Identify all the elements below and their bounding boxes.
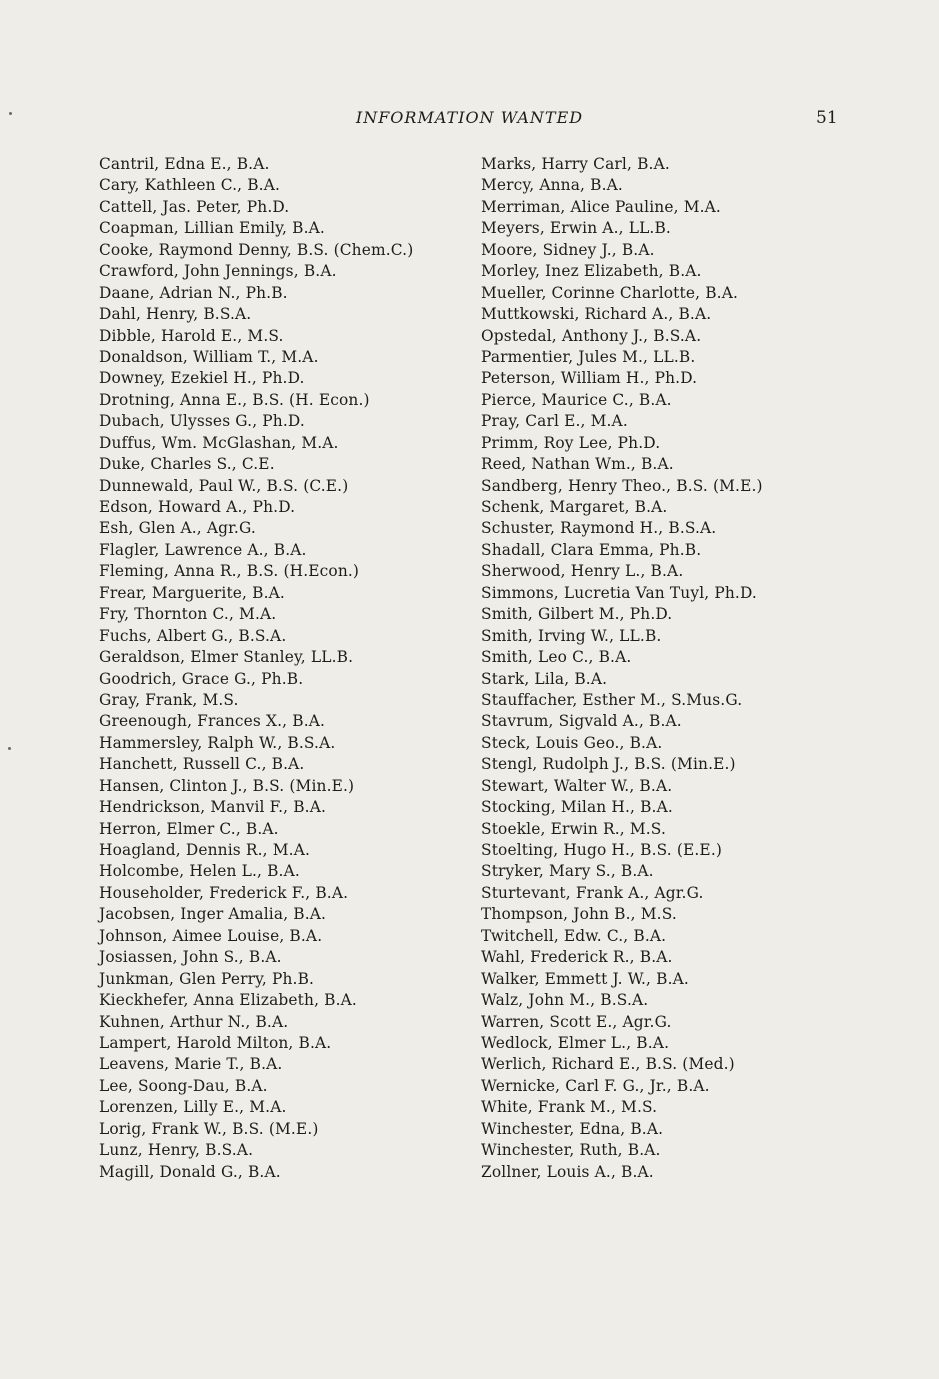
name-entry: Geraldson, Elmer Stanley, LL.B. (99, 648, 354, 667)
name-entry: Thompson, John B., M.S. (481, 905, 677, 924)
scan-speck (9, 112, 12, 115)
name-entry: Smith, Gilbert M., Ph.D. (481, 605, 673, 624)
name-entry: Dahl, Henry, B.S.A. (99, 305, 252, 324)
name-entry: Lee, Soong-Dau, B.A. (99, 1076, 268, 1095)
name-entry: Fuchs, Albert G., B.S.A. (99, 626, 287, 645)
name-entry: Cooke, Raymond Denny, B.S. (Chem.C.) (99, 240, 414, 259)
name-entry: Merriman, Alice Pauline, M.A. (481, 197, 721, 216)
name-entry: Primm, Roy Lee, Ph.D. (481, 433, 661, 452)
name-entry: Junkman, Glen Perry, Ph.B. (99, 969, 315, 988)
name-entry: Duke, Charles S., C.E. (99, 455, 275, 474)
name-entry: Kieckhefer, Anna Elizabeth, B.A. (99, 991, 357, 1010)
name-entry: Cantril, Edna E., B.A. (99, 155, 270, 173)
name-entry: Smith, Irving W., LL.B. (481, 626, 662, 645)
name-entry: Goodrich, Grace G., Ph.B. (99, 669, 304, 688)
name-entry: Warren, Scott E., Agr.G. (481, 1012, 672, 1031)
name-entry: Kuhnen, Arthur N., B.A. (99, 1012, 289, 1031)
name-entry: Wahl, Frederick R., B.A. (481, 948, 673, 967)
name-entry: Twitchell, Edw. C., B.A. (481, 926, 667, 945)
name-entry: Zollner, Louis A., B.A. (481, 1162, 654, 1181)
name-entry: Walz, John M., B.S.A. (481, 991, 649, 1010)
name-entry: Hammersley, Ralph W., B.S.A. (99, 733, 336, 752)
page-number: 51 (816, 108, 838, 128)
name-entry: Hansen, Clinton J., B.S. (Min.E.) (99, 776, 355, 795)
name-entry: Mueller, Corinne Charlotte, B.A. (481, 283, 739, 302)
name-entry: Wedlock, Elmer L., B.A. (481, 1033, 670, 1052)
name-entry: Stewart, Walter W., B.A. (481, 776, 673, 795)
name-entry: Reed, Nathan Wm., B.A. (481, 455, 674, 474)
name-entry: Johnson, Aimee Louise, B.A. (99, 926, 323, 945)
name-entry: Lampert, Harold Milton, B.A. (99, 1033, 332, 1052)
name-entry: Crawford, John Jennings, B.A. (99, 262, 337, 281)
name-entry: Mercy, Anna, B.A. (481, 176, 623, 195)
name-entry: Peterson, William H., Ph.D. (481, 369, 698, 388)
name-entry: Downey, Ezekiel H., Ph.D. (99, 369, 305, 388)
name-entry: Pray, Carl E., M.A. (481, 412, 628, 431)
name-entry: Stauffacher, Esther M., S.Mus.G. (481, 690, 743, 709)
name-entry: Householder, Frederick F., B.A. (99, 883, 349, 902)
name-entry: Herron, Elmer C., B.A. (99, 819, 279, 838)
name-entry: Morley, Inez Elizabeth, B.A. (481, 262, 702, 281)
name-entry: Josiassen, John S., B.A. (99, 948, 282, 967)
name-entry: Lorig, Frank W., B.S. (M.E.) (99, 1119, 319, 1138)
name-entry: Stryker, Mary S., B.A. (481, 862, 654, 881)
name-entry: Sturtevant, Frank A., Agr.G. (481, 883, 704, 902)
name-entry: Stocking, Milan H., B.A. (481, 798, 673, 817)
name-entry: Stark, Lila, B.A. (481, 669, 608, 688)
name-entry: Wernicke, Carl F. G., Jr., B.A. (481, 1076, 710, 1095)
scan-speck (8, 747, 11, 750)
name-entry: Flagler, Lawrence A., B.A. (99, 540, 307, 559)
name-entry: Marks, Harry Carl, B.A. (481, 155, 670, 173)
name-entry: Edson, Howard A., Ph.D. (99, 498, 296, 516)
name-entry: Leavens, Marie T., B.A. (99, 1055, 283, 1074)
name-entry: Cary, Kathleen C., B.A. (99, 176, 281, 195)
name-entry: Coapman, Lillian Emily, B.A. (99, 219, 325, 238)
name-entry: Lunz, Henry, B.S.A. (99, 1141, 254, 1160)
name-entry: Stoekle, Erwin R., M.S. (481, 819, 666, 838)
name-entry: Muttkowski, Richard A., B.A. (481, 305, 712, 324)
name-entry: Fry, Thornton C., M.A. (99, 605, 277, 624)
name-entry: Greenough, Frances X., B.A. (99, 712, 326, 731)
name-entry: Meyers, Erwin A., LL.B. (481, 219, 671, 238)
name-entry: Stoelting, Hugo H., B.S. (E.E.) (481, 841, 723, 859)
name-entry: White, Frank M., M.S. (481, 1098, 658, 1117)
name-entry: Donaldson, William T., M.A. (99, 347, 319, 366)
name-entry: Steck, Louis Geo., B.A. (481, 733, 663, 752)
name-entry: Hendrickson, Manvil F., B.A. (99, 798, 327, 817)
page-header-title: INFORMATION WANTED (355, 108, 584, 127)
name-entry: Winchester, Edna, B.A. (481, 1119, 664, 1138)
name-entry: Drotning, Anna E., B.S. (H. Econ.) (99, 390, 370, 409)
name-entry: Smith, Leo C., B.A. (481, 648, 632, 667)
name-entry: Sherwood, Henry L., B.A. (481, 562, 684, 581)
name-entry: Werlich, Richard E., B.S. (Med.) (481, 1055, 735, 1074)
name-entry: Sandberg, Henry Theo., B.S. (M.E.) (481, 476, 763, 495)
name-entry: Winchester, Ruth, B.A. (481, 1141, 661, 1160)
name-entry: Frear, Marguerite, B.A. (99, 583, 285, 602)
name-entry: Hoagland, Dennis R., M.A. (99, 841, 311, 859)
name-entry: Stengl, Rudolph J., B.S. (Min.E.) (481, 755, 736, 774)
name-entry: Walker, Emmett J. W., B.A. (481, 969, 689, 988)
right-name-column (481, 154, 811, 1183)
name-entry: Shadall, Clara Emma, Ph.B. (481, 540, 702, 559)
name-entry: Parmentier, Jules M., LL.B. (481, 347, 696, 366)
name-entry: Daane, Adrian N., Ph.B. (99, 283, 288, 302)
name-entry: Dubach, Ulysses G., Ph.D. (99, 412, 305, 431)
name-entry: Schenk, Margaret, B.A. (481, 498, 668, 516)
name-entry: Moore, Sidney J., B.A. (481, 240, 655, 259)
name-entry: Fleming, Anna R., B.S. (H.Econ.) (99, 562, 360, 581)
name-entry: Schuster, Raymond H., B.S.A. (481, 519, 717, 538)
name-entry: Simmons, Lucretia Van Tuyl, Ph.D. (481, 583, 757, 602)
name-entry: Holcombe, Helen L., B.A. (99, 862, 300, 881)
name-entry: Opstedal, Anthony J., B.S.A. (481, 326, 702, 345)
name-entry: Jacobsen, Inger Amalia, B.A. (99, 905, 327, 924)
name-entry: Pierce, Maurice C., B.A. (481, 390, 672, 409)
name-entry: Magill, Donald G., B.A. (99, 1162, 281, 1181)
name-entry: Cattell, Jas. Peter, Ph.D. (99, 197, 290, 216)
name-entry: Duffus, Wm. McGlashan, M.A. (99, 433, 339, 452)
name-entry: Gray, Frank, M.S. (99, 690, 239, 709)
name-entry: Lorenzen, Lilly E., M.A. (99, 1098, 287, 1117)
name-entry: Dibble, Harold E., M.S. (99, 326, 284, 345)
name-entry: Hanchett, Russell C., B.A. (99, 755, 305, 774)
name-entry: Stavrum, Sigvald A., B.A. (481, 712, 682, 731)
name-entry: Dunnewald, Paul W., B.S. (C.E.) (99, 476, 349, 495)
left-name-column (99, 154, 469, 1183)
name-entry: Esh, Glen A., Agr.G. (99, 519, 256, 538)
